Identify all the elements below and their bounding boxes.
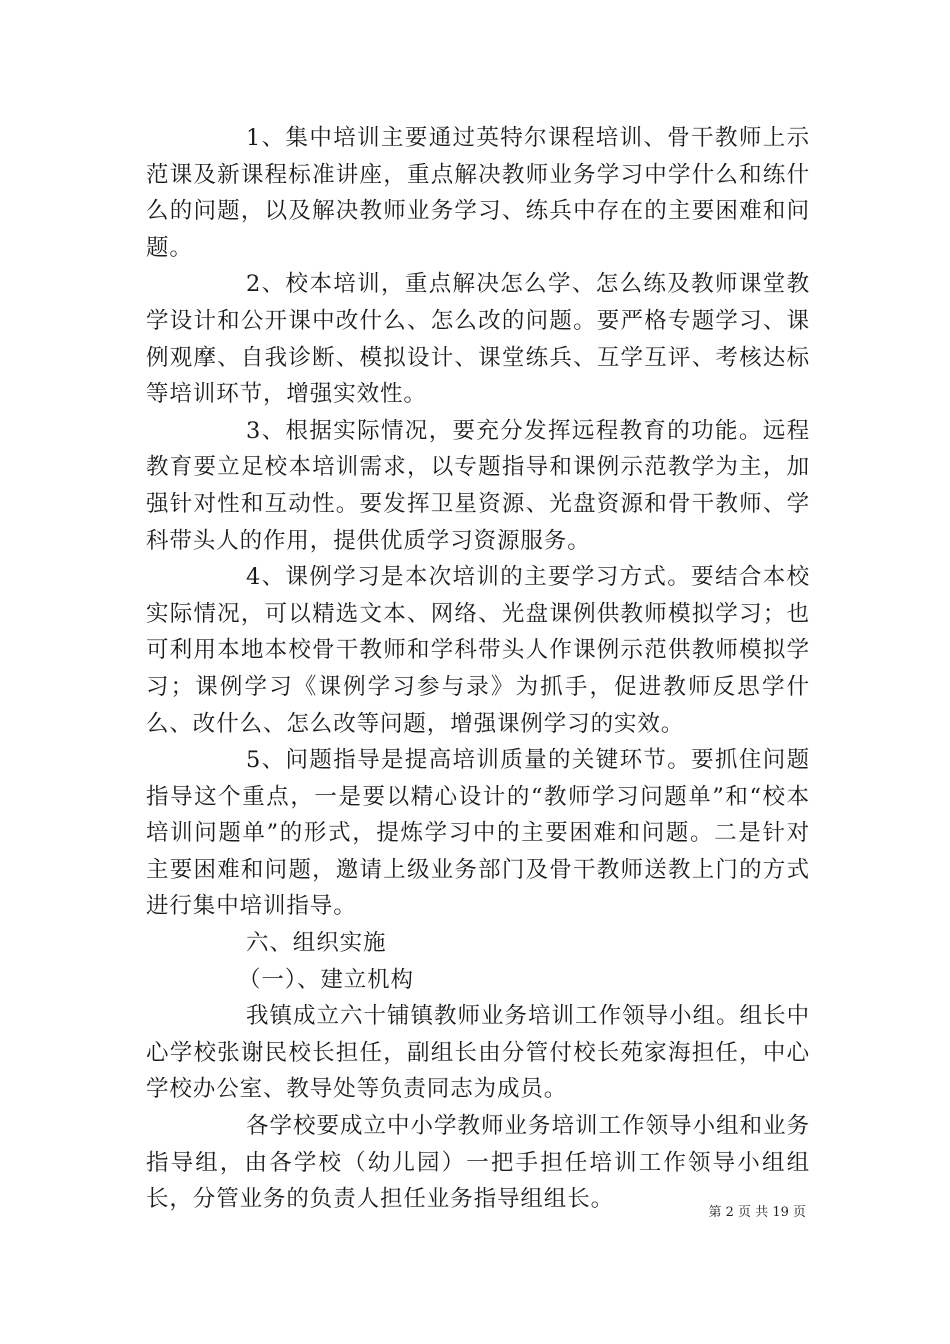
paragraph-school-groups: 各学校要成立中小学教师业务培训工作领导小组和业务指导组，由各学校（幼儿园）一把手担任培训工作领导小组组长，分管业务的负责人担任业务指导组组长。 bbox=[146, 1113, 810, 1213]
paragraph-item-3: 3、根据实际情况，要充分发挥远程教育的功能。远程教育要立足校本培训需求，以专题指导和课例示范教学为主，加强针对性和互动性。要发挥卫星资源、光盘资源和骨干教师、学科带头人的作用，提供优质学习资源服务。 bbox=[146, 417, 810, 554]
subsection-heading: （一）、建立机构 bbox=[238, 966, 414, 993]
paragraph-item-2: 2、校本培训，重点解决怎么学、怎么练及教师课堂教学设计和公开课中改什么、怎么改的问题。要严格专题学习、课例观摩、自我诊断、模拟设计、课堂练兵、互学互评、考核达标等培训环节，增强实效性。 bbox=[146, 271, 810, 408]
paragraph-organization: 我镇成立六十铺镇教师业务培训工作领导小组。组长中心学校张谢民校长担任，副组长由分管付校长苑家海担任，中心学校办公室、教导处等负责同志为成员。 bbox=[146, 1003, 810, 1103]
paragraph-item-1: 1、集中培训主要通过英特尔课程培训、骨干教师上示范课及新课程标准讲座，重点解决教师业务学习中学什么和练什么的问题，以及解决教师业务学习、练兵中存在的主要困难和问题。 bbox=[146, 125, 810, 261]
section-heading: 六、组织实施 bbox=[246, 930, 387, 957]
document-body bbox=[146, 120, 810, 1218]
paragraph-item-4: 4、课例学习是本次培训的主要学习方式。要结合本校实际情况，可以精选文本、网络、光盘课例供教师模拟学习；也可利用本地本校骨干教师和学科带头人作课例示范供教师模拟学习；课例学习《课例学习参与录》为抓手，促进教师反思学什么、改什么、怎么改等问题，增强课例学习的实效。 bbox=[146, 564, 810, 737]
page-number: 第 2 页 共 19 页 bbox=[708, 1205, 806, 1220]
paragraph-item-5: 5、问题指导是提高培训质量的关键环节。要抓住问题指导这个重点，一是要以精心设计的“教师学习问题单”和“校本培训问题单”的形式，提炼学习中的主要困难和问题。二是针对主要困难和问题，邀请上级业务部门及骨干教师送教上门的方式进行集中培训指导。 bbox=[146, 747, 810, 920]
